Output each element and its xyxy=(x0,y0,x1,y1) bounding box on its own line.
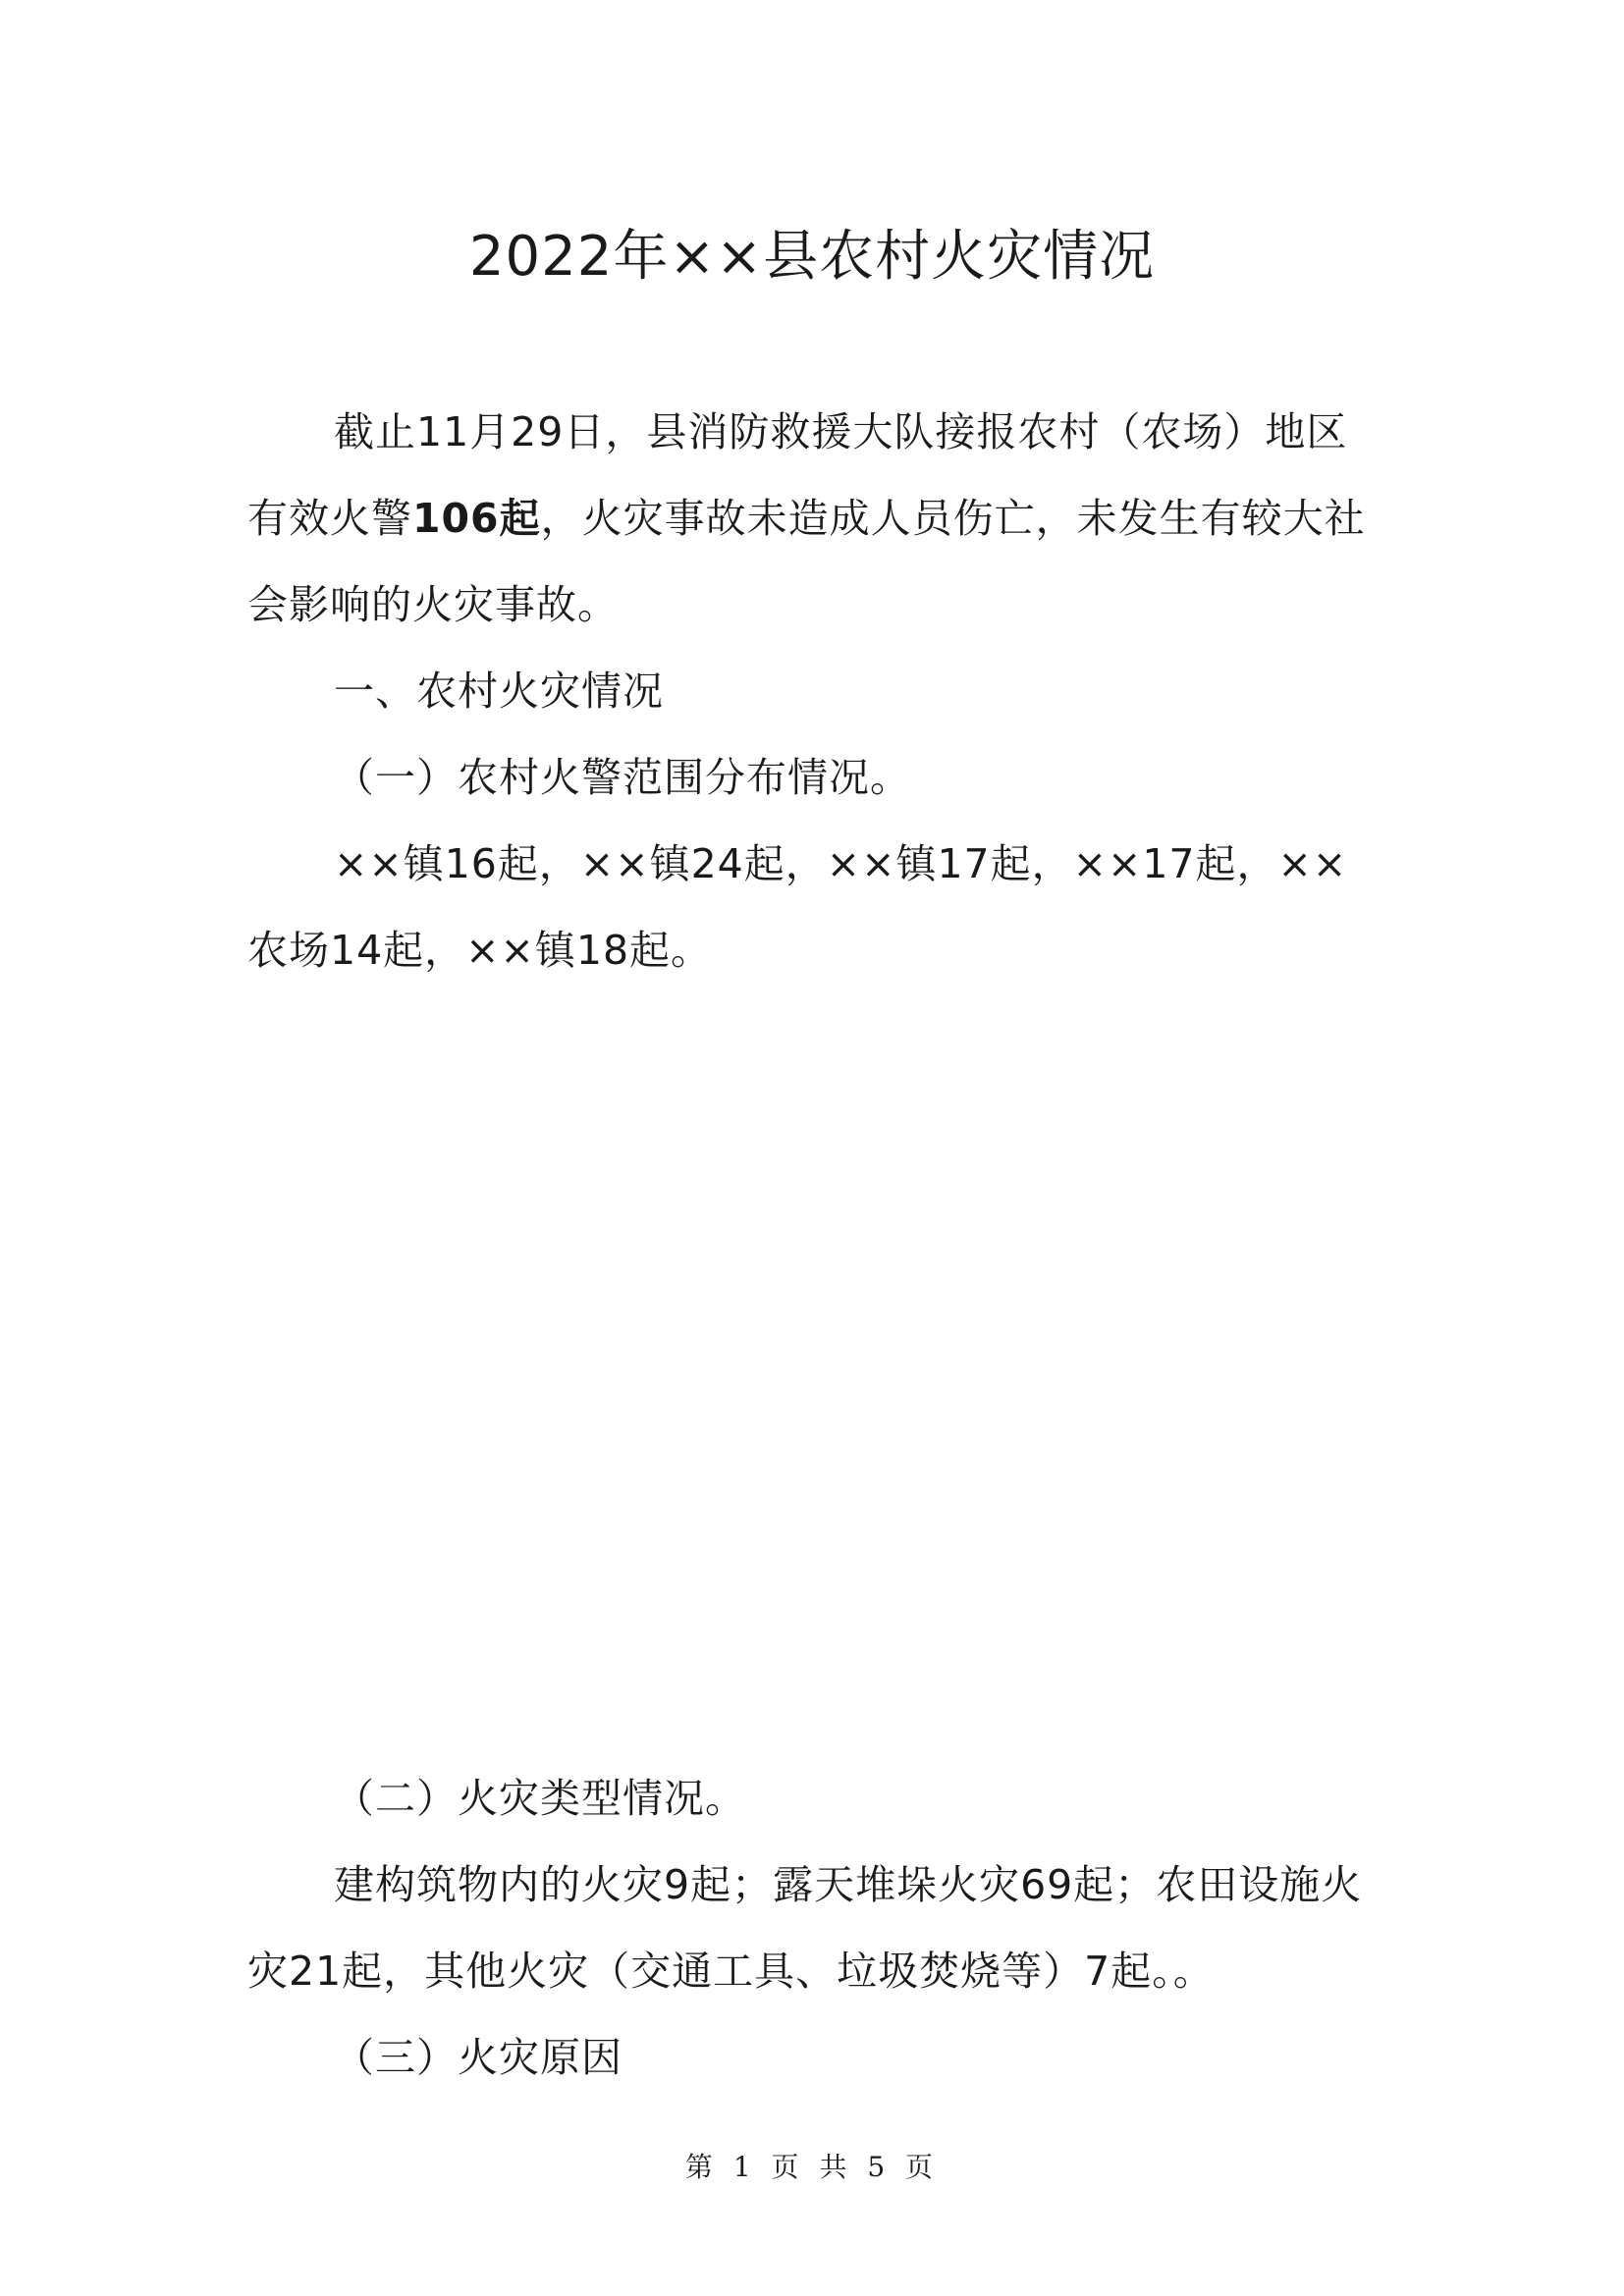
subsection-heading-2: （二）火灾类型情况。 xyxy=(334,1775,746,1822)
subsection-heading-1: （一）农村火警范围分布情况。 xyxy=(334,754,911,801)
intro-highlight-count: 106起 xyxy=(412,495,541,542)
subsection-heading-3: （三）火灾原因 xyxy=(334,2034,623,2081)
intro-text-after: ，火灾事故未造成人员伤亡，未发生有较大社会影响的火灾事故。 xyxy=(247,495,1366,628)
fire-types-paragraph: 建构筑物内的火灾9起；露天堆垛火灾69起；农田设施火灾21起，其他火灾（交通工具、垃圾焚烧等）7起。。 xyxy=(247,1861,1363,1995)
intro-text-before: 截止11月29日，县消防救援大队接报农村（农场）地区有效火警 xyxy=(247,408,1348,542)
intro-paragraph xyxy=(247,389,1386,648)
section-heading-1: 一、农村火灾情况 xyxy=(334,667,664,715)
page-number-footer: 第 1 页 共 5 页 xyxy=(684,2151,940,2183)
document-title: 2022年××县农村火灾情况 xyxy=(468,225,1156,289)
distribution-paragraph: ××镇16起，××镇24起，××镇17起，××17起，××农场14起，××镇18起。 xyxy=(247,840,1348,974)
